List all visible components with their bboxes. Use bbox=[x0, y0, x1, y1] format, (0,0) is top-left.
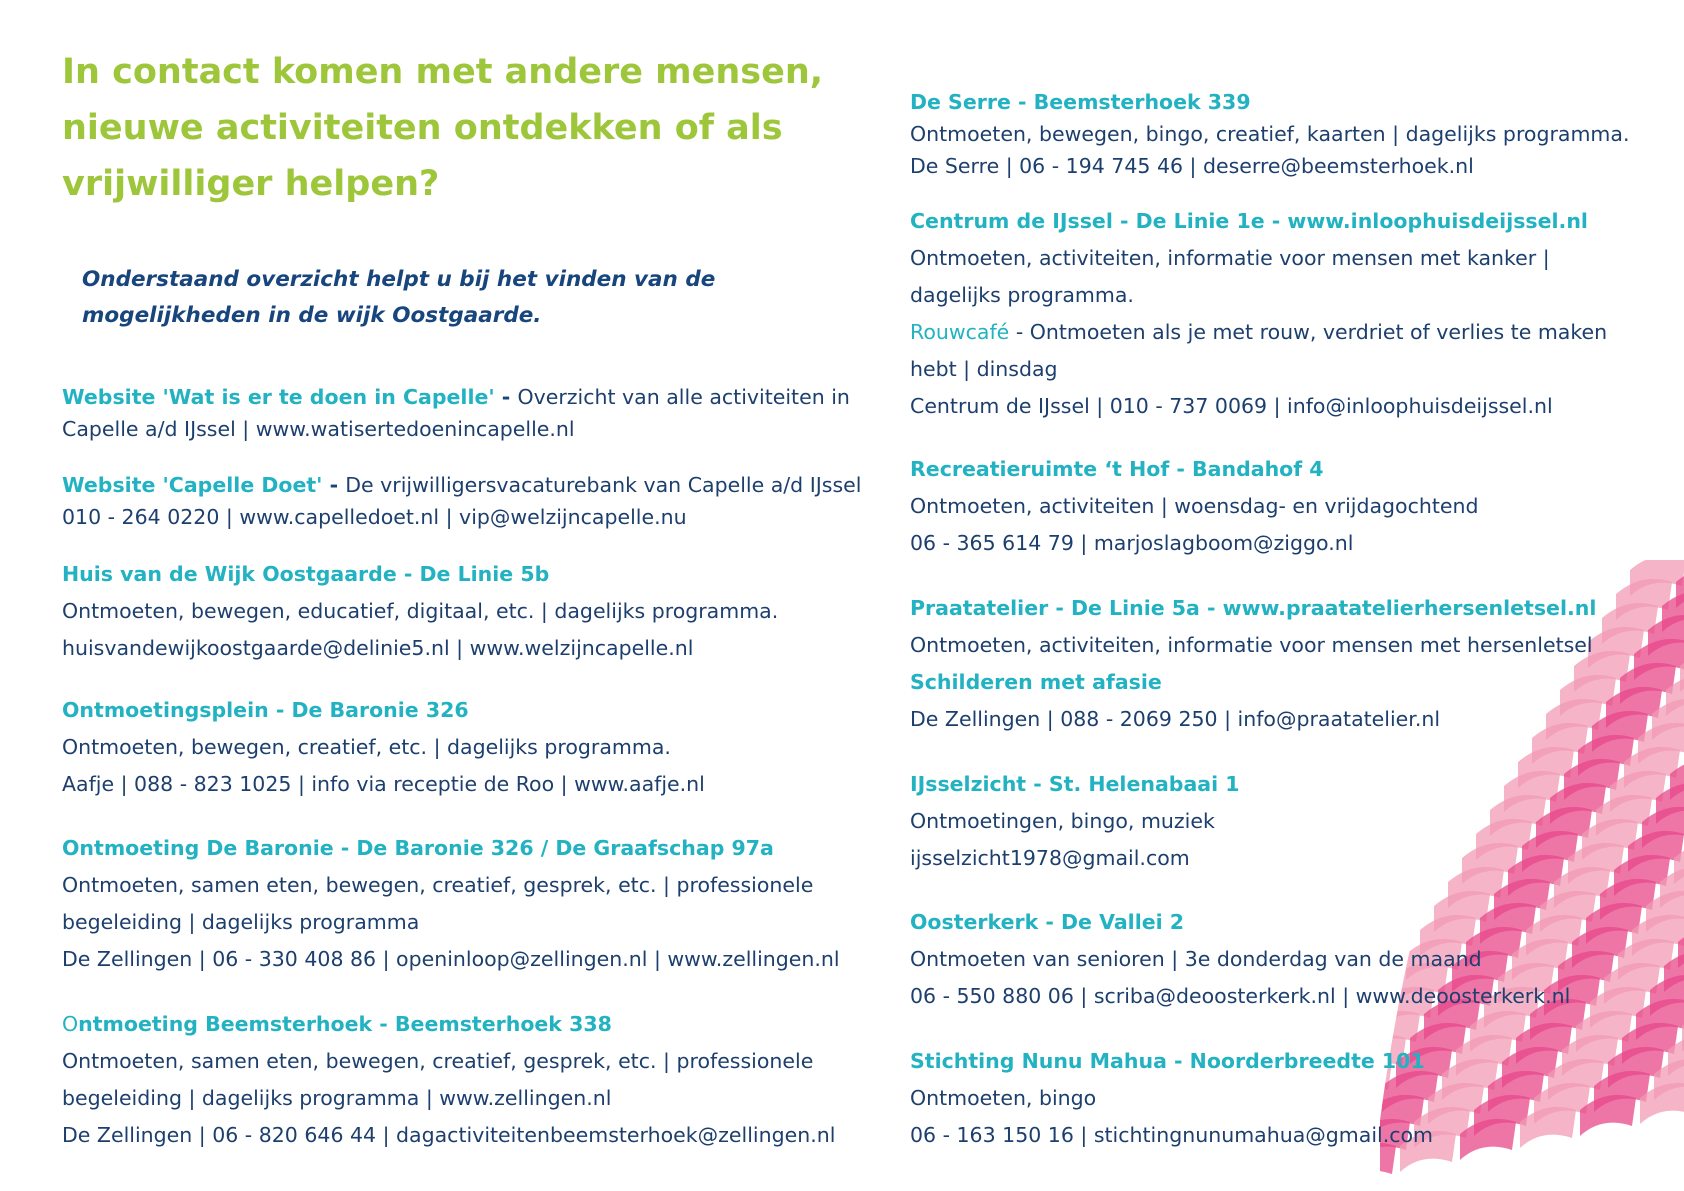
entry-heading: Stichting Nunu Mahua - Noorderbreedte 101 bbox=[910, 1049, 1425, 1073]
decor-scale-shape bbox=[1460, 1119, 1516, 1160]
entry-line: Centrum de IJssel | 010 - 737 0069 | info@inloophuisdeijssel.nl bbox=[910, 394, 1553, 418]
entry-description: De vrijwilligersvacaturebank van Capelle a/d IJssel bbox=[345, 473, 862, 497]
entry-line: De Zellingen | 088 - 2069 250 | info@praatatelier.nl bbox=[910, 707, 1441, 731]
entry-centrum-de-ijssel bbox=[910, 203, 1607, 425]
entry-line: Ontmoeten, samen eten, bewegen, creatief, gesprek, etc. | professionele bbox=[62, 873, 814, 897]
entry-stichting-nunu-mahua bbox=[910, 1043, 1433, 1154]
decor-scale-shape bbox=[1520, 1107, 1576, 1148]
entry-heading: Ontmoetingsplein - De Baronie 326 bbox=[62, 698, 469, 722]
entry-line: Ontmoeten, bewegen, bingo, creatief, kaarten | dagelijks programma. bbox=[910, 122, 1630, 146]
entry-line: Ontmoeten, activiteiten | woensdag- en vrijdagochtend bbox=[910, 494, 1479, 518]
entry-praatatelier bbox=[910, 590, 1596, 738]
entry-heading: Huis van de Wijk Oostgaarde - De Linie 5b bbox=[62, 562, 550, 586]
entry-heading: Praatatelier - De Linie 5a - www.praatatelierhersenletsel.nl bbox=[910, 596, 1597, 620]
entry-heading: Oosterkerk - De Vallei 2 bbox=[910, 910, 1185, 934]
entry-subheading-line bbox=[910, 314, 1607, 351]
entry-heading-initial: O bbox=[62, 1012, 79, 1036]
entry-de-serre bbox=[910, 86, 1629, 182]
entry-heading: Centrum de IJssel - De Linie 1e - www.inloophuisdeijssel.nl bbox=[910, 209, 1588, 233]
entry-line: dagelijks programma. bbox=[910, 283, 1134, 307]
entry-website-wat-is-er-te-doen bbox=[62, 381, 850, 445]
entry-line: hebt | dinsdag bbox=[910, 357, 1058, 381]
entry-line: Ontmoetingen, bingo, muziek bbox=[910, 809, 1215, 833]
entry-line: begeleiding | dagelijks programma | www.zellingen.nl bbox=[62, 1086, 612, 1110]
entry-subheading: Schilderen met afasie bbox=[910, 670, 1162, 694]
entry-line: 010 - 264 0220 | www.capelledoet.nl | vip@welzijncapelle.nu bbox=[62, 505, 687, 529]
entry-line: De Zellingen | 06 - 820 646 44 | dagactiviteitenbeemsterhoek@zellingen.nl bbox=[62, 1123, 836, 1147]
entry-subheading: Rouwcafé bbox=[910, 320, 1010, 344]
entry-description: Overzicht van alle activiteiten in bbox=[517, 385, 850, 409]
entry-line: 06 - 163 150 16 | stichtingnunumahua@gmail.com bbox=[910, 1123, 1434, 1147]
entry-ijsselzicht bbox=[910, 766, 1240, 877]
entry-line: De Zellingen | 06 - 330 408 86 | openinloop@zellingen.nl | www.zellingen.nl bbox=[62, 947, 840, 971]
entry-line: Ontmoeten, activiteiten, informatie voor mensen met hersenletsel bbox=[910, 633, 1593, 657]
entry-heading: Website 'Wat is er te doen in Capelle' bbox=[62, 385, 495, 409]
entry-line: 06 - 365 614 79 | marjoslagboom@ziggo.nl bbox=[910, 531, 1354, 555]
entry-oosterkerk bbox=[910, 904, 1570, 1015]
entry-line: huisvandewijkoostgaarde@delinie5.nl | www.welzijncapelle.nl bbox=[62, 636, 694, 660]
decor-scale-shape bbox=[1580, 1095, 1636, 1136]
entry-heading-line bbox=[62, 381, 850, 413]
entry-website-capelle-doet bbox=[62, 469, 861, 533]
entry-heading: Website 'Capelle Doet' bbox=[62, 473, 323, 497]
entry-subheading-description: - Ontmoeten als je met rouw, verdriet of verlies te maken bbox=[1009, 320, 1608, 344]
entry-line: ijsselzicht1978@gmail.com bbox=[910, 846, 1190, 870]
entry-line: Capelle a/d IJssel | www.watisertedoenincapelle.nl bbox=[62, 417, 575, 441]
entry-ontmoetingsplein bbox=[62, 692, 705, 803]
entry-line: 06 - 550 880 06 | scriba@deoosterkerk.nl | www.deoosterkerk.nl bbox=[910, 984, 1571, 1008]
entry-recreatieruimte-t-hof bbox=[910, 451, 1479, 562]
entry-heading-separator: - bbox=[494, 385, 518, 409]
headline: In contact komen met andere mensen, nieuwe activiteiten ontdekken of als vrijwilliger helpen? bbox=[62, 52, 824, 204]
intro-text: Onderstaand overzicht helpt u bij het vinden van de mogelijkheden in de wijk Oostgaarde. bbox=[82, 267, 716, 328]
entry-heading-line bbox=[62, 1006, 835, 1043]
entry-line: Ontmoeten, activiteiten, informatie voor mensen met kanker | bbox=[910, 246, 1550, 270]
entry-heading-line bbox=[62, 469, 861, 501]
entry-line: begeleiding | dagelijks programma bbox=[62, 910, 420, 934]
entry-heading: Ontmoeting De Baronie - De Baronie 326 / De Graafschap 97a bbox=[62, 836, 774, 860]
entry-ontmoeting-de-baronie bbox=[62, 830, 840, 978]
entry-heading: ntmoeting Beemsterhoek - Beemsterhoek 338 bbox=[78, 1012, 612, 1036]
entry-heading: IJsselzicht - St. Helenabaai 1 bbox=[910, 772, 1240, 796]
entry-line: Aafje | 088 - 823 1025 | info via receptie de Roo | www.aafje.nl bbox=[62, 772, 705, 796]
entry-line: Ontmoeten, bingo bbox=[910, 1086, 1097, 1110]
entry-line: Ontmoeten van senioren | 3e donderdag van de maand bbox=[910, 947, 1482, 971]
entry-line: Ontmoeten, samen eten, bewegen, creatief, gesprek, etc. | professionele bbox=[62, 1049, 814, 1073]
entry-huis-van-de-wijk bbox=[62, 556, 778, 667]
entry-heading: De Serre - Beemsterhoek 339 bbox=[910, 90, 1251, 114]
entry-line: Ontmoeten, bewegen, educatief, digitaal, etc. | dagelijks programma. bbox=[62, 599, 779, 623]
entry-ontmoeting-beemsterhoek bbox=[62, 1006, 835, 1154]
entry-heading: Recreatieruimte ‘t Hof - Bandahof 4 bbox=[910, 457, 1324, 481]
entry-line: Ontmoeten, bewegen, creatief, etc. | dagelijks programma. bbox=[62, 735, 671, 759]
entry-heading-separator: - bbox=[322, 473, 346, 497]
entry-line: De Serre | 06 - 194 745 46 | deserre@beemsterhoek.nl bbox=[910, 154, 1474, 178]
